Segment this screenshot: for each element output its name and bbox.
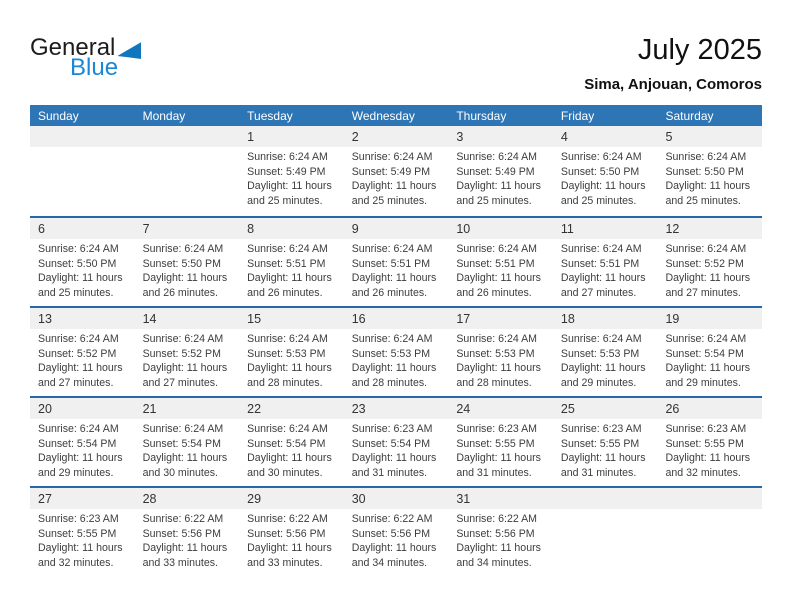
- day-detail-line: Daylight: 11 hours: [665, 180, 751, 193]
- day-cell-20: [30, 398, 135, 486]
- day-number: 17: [456, 311, 471, 326]
- day-details: [657, 239, 762, 300]
- day-cell-2: [344, 126, 449, 216]
- weekday-header-sunday: Sunday: [38, 108, 79, 123]
- day-cell-17: [448, 308, 553, 396]
- day-number: 27: [38, 491, 52, 506]
- day-cell-11: [553, 218, 658, 306]
- day-cell-16: [344, 308, 449, 396]
- day-number: 31: [456, 491, 471, 506]
- day-detail-line: Sunset: 5:53 PM: [560, 347, 640, 360]
- day-cell-28: [135, 488, 240, 576]
- day-detail-line: and 32 minutes.: [38, 556, 114, 569]
- day-cell-13: [30, 308, 135, 396]
- day-detail-line: Sunrise: 6:24 AM: [38, 423, 119, 435]
- day-number-strip: [30, 126, 135, 147]
- day-detail-line: Sunrise: 6:24 AM: [560, 333, 642, 345]
- day-number-strip: [30, 308, 135, 329]
- day-number-strip: [448, 398, 553, 419]
- day-detail-line: and 31 minutes.: [560, 466, 637, 479]
- day-detail-line: and 31 minutes.: [351, 466, 428, 479]
- day-detail-line: Daylight: 11 hours: [456, 542, 541, 555]
- day-detail-line: Daylight: 11 hours: [560, 272, 646, 285]
- day-number-strip: [657, 308, 762, 329]
- day-cell-7: [135, 218, 240, 306]
- day-detail-line: Sunset: 5:52 PM: [142, 347, 221, 360]
- day-details: [30, 239, 135, 300]
- day-number: 13: [38, 311, 52, 326]
- day-detail-line: Sunrise: 6:22 AM: [142, 513, 224, 525]
- day-details: [239, 419, 344, 480]
- day-number-strip: [135, 218, 240, 239]
- day-details: [135, 147, 240, 150]
- day-number-strip: [448, 308, 553, 329]
- day-number-strip: [448, 218, 553, 239]
- day-details: [30, 509, 135, 570]
- day-cell-15: [239, 308, 344, 396]
- day-details: [448, 239, 553, 300]
- day-detail-line: and 27 minutes.: [38, 376, 114, 389]
- day-detail-line: Sunset: 5:51 PM: [560, 257, 640, 270]
- day-detail-line: Sunset: 5:55 PM: [560, 437, 640, 450]
- week-row: [30, 306, 762, 396]
- day-detail-line: Sunrise: 6:23 AM: [351, 423, 433, 435]
- day-cell-31: [448, 488, 553, 576]
- day-number-strip: [135, 308, 240, 329]
- day-detail-line: Sunrise: 6:24 AM: [665, 243, 747, 255]
- day-number-strip: [657, 488, 762, 509]
- day-detail-line: Sunset: 5:49 PM: [456, 165, 535, 178]
- day-number: 5: [665, 129, 673, 144]
- day-number-strip: [553, 218, 658, 239]
- page-title: July 2025: [637, 34, 762, 66]
- day-detail-line: and 26 minutes.: [456, 286, 532, 299]
- day-details: [135, 419, 240, 480]
- day-detail-line: Daylight: 11 hours: [247, 542, 332, 555]
- day-detail-line: Sunset: 5:52 PM: [38, 347, 117, 360]
- day-number-strip: [657, 126, 762, 147]
- day-cell-empty: [553, 488, 658, 576]
- day-detail-line: and 34 minutes.: [456, 556, 532, 569]
- day-detail-line: Sunset: 5:51 PM: [247, 257, 326, 270]
- day-detail-line: Sunset: 5:56 PM: [142, 527, 221, 540]
- day-number: 16: [351, 311, 366, 326]
- weeks-container: [30, 126, 762, 576]
- day-number: 9: [351, 221, 359, 236]
- day-detail-line: Daylight: 11 hours: [665, 362, 751, 375]
- day-detail-line: Sunrise: 6:24 AM: [665, 333, 747, 345]
- day-detail-line: and 25 minutes.: [665, 194, 741, 207]
- logo-text-general: General: [30, 34, 116, 61]
- day-detail-line: Sunset: 5:56 PM: [351, 527, 431, 540]
- day-detail-line: Sunrise: 6:24 AM: [247, 423, 328, 435]
- day-details: [657, 509, 762, 512]
- day-cell-24: [448, 398, 553, 486]
- day-details: [657, 329, 762, 390]
- day-detail-line: Daylight: 11 hours: [351, 542, 437, 555]
- day-detail-line: Sunrise: 6:23 AM: [456, 423, 537, 435]
- day-detail-line: and 25 minutes.: [351, 194, 428, 207]
- day-number: 23: [351, 401, 366, 416]
- day-detail-line: Sunrise: 6:22 AM: [456, 513, 537, 525]
- day-number: 22: [247, 401, 262, 416]
- day-detail-line: Daylight: 11 hours: [351, 362, 437, 375]
- day-detail-line: and 26 minutes.: [247, 286, 323, 299]
- day-detail-line: and 27 minutes.: [665, 286, 741, 299]
- day-number: 19: [665, 311, 680, 326]
- day-detail-line: Sunset: 5:54 PM: [142, 437, 221, 450]
- day-cell-25: [553, 398, 658, 486]
- day-detail-line: and 28 minutes.: [351, 376, 428, 389]
- weekday-header-saturday: Saturday: [665, 108, 714, 123]
- day-details: [30, 329, 135, 390]
- day-cell-1: [239, 126, 344, 216]
- day-number-strip: [239, 126, 344, 147]
- day-details: [239, 509, 344, 570]
- day-detail-line: Sunrise: 6:22 AM: [247, 513, 328, 525]
- day-detail-line: and 32 minutes.: [665, 466, 741, 479]
- day-detail-line: and 31 minutes.: [456, 466, 532, 479]
- day-details: [553, 329, 658, 390]
- day-number-strip: [30, 218, 135, 239]
- day-number-strip: [657, 218, 762, 239]
- day-cell-27: [30, 488, 135, 576]
- day-number: 8: [247, 221, 255, 236]
- day-detail-line: Sunset: 5:56 PM: [247, 527, 326, 540]
- day-detail-line: Sunrise: 6:24 AM: [456, 333, 537, 345]
- day-number-strip: [553, 488, 658, 509]
- day-detail-line: Sunset: 5:50 PM: [38, 257, 117, 270]
- day-details: [30, 419, 135, 480]
- day-number: 28: [142, 491, 157, 506]
- day-cell-19: [657, 308, 762, 396]
- day-detail-line: and 33 minutes.: [142, 556, 218, 569]
- day-detail-line: Daylight: 11 hours: [247, 452, 332, 465]
- day-cell-21: [135, 398, 240, 486]
- day-detail-line: Sunrise: 6:24 AM: [142, 333, 224, 345]
- day-details: [344, 329, 449, 390]
- day-details: [239, 329, 344, 390]
- day-detail-line: Sunrise: 6:24 AM: [560, 151, 642, 163]
- day-number: 21: [142, 401, 157, 416]
- day-detail-line: and 29 minutes.: [38, 466, 114, 479]
- day-cell-26: [657, 398, 762, 486]
- day-details: [135, 509, 240, 570]
- day-detail-line: Daylight: 11 hours: [142, 452, 228, 465]
- day-detail-line: Daylight: 11 hours: [142, 542, 228, 555]
- day-detail-line: Daylight: 11 hours: [456, 272, 541, 285]
- day-cell-5: [657, 126, 762, 216]
- weekday-header-monday: Monday: [142, 108, 186, 123]
- day-details: [344, 509, 449, 570]
- day-detail-line: Sunset: 5:52 PM: [665, 257, 744, 270]
- day-number-strip: [30, 488, 135, 509]
- day-detail-line: Sunrise: 6:24 AM: [456, 243, 537, 255]
- day-detail-line: Sunset: 5:50 PM: [560, 165, 640, 178]
- day-detail-line: Sunset: 5:55 PM: [38, 527, 117, 540]
- day-detail-line: Sunrise: 6:23 AM: [560, 423, 642, 435]
- day-detail-line: Sunset: 5:54 PM: [665, 347, 744, 360]
- week-row: [30, 216, 762, 306]
- day-detail-line: Sunrise: 6:24 AM: [142, 243, 224, 255]
- day-detail-line: Sunset: 5:50 PM: [665, 165, 744, 178]
- logo-text-blue: Blue: [70, 54, 119, 81]
- day-number-strip: [448, 488, 553, 509]
- day-number-strip: [553, 398, 658, 419]
- day-details: [657, 147, 762, 208]
- day-detail-line: Sunrise: 6:24 AM: [38, 243, 119, 255]
- day-detail-line: and 29 minutes.: [560, 376, 637, 389]
- day-detail-line: Daylight: 11 hours: [142, 272, 228, 285]
- day-detail-line: and 25 minutes.: [560, 194, 637, 207]
- day-number: 6: [38, 221, 45, 236]
- day-cell-empty: [657, 488, 762, 576]
- day-detail-line: and 28 minutes.: [247, 376, 323, 389]
- day-detail-line: and 27 minutes.: [142, 376, 218, 389]
- day-number: 29: [247, 491, 262, 506]
- day-detail-line: Daylight: 11 hours: [560, 362, 646, 375]
- weekday-header-tuesday: Tuesday: [247, 108, 293, 123]
- day-number-strip: [135, 126, 240, 147]
- day-detail-line: Sunset: 5:51 PM: [351, 257, 431, 270]
- day-detail-line: Daylight: 11 hours: [560, 452, 646, 465]
- day-cell-3: [448, 126, 553, 216]
- day-number-strip: [448, 126, 553, 147]
- day-number: 26: [665, 401, 680, 416]
- day-detail-line: Sunset: 5:54 PM: [247, 437, 326, 450]
- day-detail-line: and 34 minutes.: [351, 556, 428, 569]
- day-number-strip: [239, 218, 344, 239]
- day-details: [344, 419, 449, 480]
- day-detail-line: Sunrise: 6:24 AM: [38, 333, 119, 345]
- day-detail-line: Daylight: 11 hours: [560, 180, 646, 193]
- day-detail-line: Sunrise: 6:24 AM: [351, 333, 433, 345]
- day-detail-line: and 26 minutes.: [142, 286, 218, 299]
- day-cell-9: [344, 218, 449, 306]
- day-detail-line: Sunrise: 6:23 AM: [38, 513, 119, 525]
- month-calendar: [30, 105, 762, 576]
- day-details: [30, 147, 135, 150]
- day-cell-14: [135, 308, 240, 396]
- day-detail-line: and 26 minutes.: [351, 286, 428, 299]
- day-number: 12: [665, 221, 680, 236]
- day-cell-23: [344, 398, 449, 486]
- day-detail-line: and 30 minutes.: [142, 466, 218, 479]
- day-detail-line: Sunrise: 6:24 AM: [665, 151, 747, 163]
- day-detail-line: Sunset: 5:53 PM: [247, 347, 326, 360]
- week-row: [30, 126, 762, 216]
- day-detail-line: Sunrise: 6:24 AM: [560, 243, 642, 255]
- day-cell-6: [30, 218, 135, 306]
- day-number: 2: [351, 129, 359, 144]
- day-number-strip: [30, 398, 135, 419]
- week-row: [30, 396, 762, 486]
- day-detail-line: Daylight: 11 hours: [38, 542, 123, 555]
- day-number: 1: [247, 129, 255, 144]
- day-details: [657, 419, 762, 480]
- day-detail-line: and 28 minutes.: [456, 376, 532, 389]
- day-cell-empty: [135, 126, 240, 216]
- day-detail-line: Daylight: 11 hours: [38, 362, 123, 375]
- weekday-header-row: [30, 105, 762, 126]
- day-number: 10: [456, 221, 471, 236]
- day-detail-line: Daylight: 11 hours: [456, 362, 541, 375]
- day-detail-line: Daylight: 11 hours: [247, 272, 332, 285]
- day-details: [135, 329, 240, 390]
- day-detail-line: Daylight: 11 hours: [665, 272, 751, 285]
- day-cell-10: [448, 218, 553, 306]
- day-detail-line: Sunrise: 6:24 AM: [247, 151, 328, 163]
- day-number: 4: [560, 129, 568, 144]
- day-details: [448, 509, 553, 570]
- day-detail-line: Sunset: 5:49 PM: [247, 165, 326, 178]
- day-detail-line: Sunrise: 6:24 AM: [142, 423, 224, 435]
- day-detail-line: Sunset: 5:56 PM: [456, 527, 535, 540]
- day-cell-18: [553, 308, 658, 396]
- day-number-strip: [239, 308, 344, 329]
- day-number-strip: [344, 398, 449, 419]
- day-number: 18: [560, 311, 575, 326]
- day-detail-line: Sunset: 5:55 PM: [456, 437, 535, 450]
- day-number: 30: [351, 491, 366, 506]
- day-detail-line: and 25 minutes.: [456, 194, 532, 207]
- day-detail-line: Daylight: 11 hours: [665, 452, 751, 465]
- day-detail-line: Sunset: 5:51 PM: [456, 257, 535, 270]
- day-number-strip: [344, 126, 449, 147]
- day-number: 20: [38, 401, 52, 416]
- day-details: [553, 509, 658, 512]
- day-detail-line: Daylight: 11 hours: [38, 452, 123, 465]
- day-detail-line: Sunrise: 6:24 AM: [247, 333, 328, 345]
- day-cell-30: [344, 488, 449, 576]
- day-detail-line: Daylight: 11 hours: [351, 272, 437, 285]
- day-detail-line: Daylight: 11 hours: [247, 362, 332, 375]
- day-detail-line: Sunset: 5:54 PM: [351, 437, 431, 450]
- weekday-header-thursday: Thursday: [456, 108, 507, 123]
- day-detail-line: and 30 minutes.: [247, 466, 323, 479]
- day-number: 7: [142, 221, 150, 236]
- weekday-header-wednesday: Wednesday: [351, 108, 415, 123]
- day-number-strip: [657, 398, 762, 419]
- day-detail-line: Sunrise: 6:24 AM: [247, 243, 328, 255]
- day-number: 14: [142, 311, 157, 326]
- location-subtitle: Sima, Anjouan, Comoros: [584, 76, 762, 93]
- day-cell-4: [553, 126, 658, 216]
- day-details: [448, 419, 553, 480]
- day-number-strip: [344, 488, 449, 509]
- week-row: [30, 486, 762, 576]
- day-detail-line: Daylight: 11 hours: [351, 180, 437, 193]
- day-number-strip: [135, 488, 240, 509]
- day-details: [553, 239, 658, 300]
- day-number-strip: [135, 398, 240, 419]
- weekday-header-friday: Friday: [560, 108, 595, 123]
- day-detail-line: Sunset: 5:49 PM: [351, 165, 431, 178]
- day-detail-line: Sunrise: 6:22 AM: [351, 513, 433, 525]
- day-number: 3: [456, 129, 464, 144]
- day-detail-line: Sunset: 5:53 PM: [351, 347, 431, 360]
- day-cell-8: [239, 218, 344, 306]
- day-detail-line: Sunrise: 6:24 AM: [351, 243, 433, 255]
- day-number: 15: [247, 311, 262, 326]
- day-detail-line: Sunset: 5:50 PM: [142, 257, 221, 270]
- day-detail-line: and 33 minutes.: [247, 556, 323, 569]
- day-detail-line: Daylight: 11 hours: [38, 272, 123, 285]
- day-detail-line: Daylight: 11 hours: [456, 452, 541, 465]
- day-details: [135, 239, 240, 300]
- day-detail-line: Sunrise: 6:23 AM: [665, 423, 747, 435]
- general-blue-logo: [30, 36, 141, 80]
- page-header: [30, 28, 762, 98]
- day-detail-line: Sunset: 5:55 PM: [665, 437, 744, 450]
- day-details: [553, 147, 658, 208]
- day-number-strip: [553, 308, 658, 329]
- day-detail-line: Daylight: 11 hours: [142, 362, 228, 375]
- day-detail-line: and 27 minutes.: [560, 286, 637, 299]
- day-detail-line: Daylight: 11 hours: [247, 180, 332, 193]
- day-detail-line: Daylight: 11 hours: [351, 452, 437, 465]
- day-number: 24: [456, 401, 471, 416]
- day-details: [553, 419, 658, 480]
- day-detail-line: Daylight: 11 hours: [456, 180, 541, 193]
- day-details: [344, 239, 449, 300]
- day-detail-line: and 25 minutes.: [247, 194, 323, 207]
- day-detail-line: Sunset: 5:54 PM: [38, 437, 117, 450]
- day-details: [448, 329, 553, 390]
- day-cell-empty: [30, 126, 135, 216]
- day-number: 11: [560, 221, 574, 236]
- day-details: [239, 147, 344, 208]
- day-cell-22: [239, 398, 344, 486]
- day-cell-29: [239, 488, 344, 576]
- day-number-strip: [344, 218, 449, 239]
- day-number-strip: [239, 488, 344, 509]
- day-number-strip: [553, 126, 658, 147]
- day-detail-line: Sunrise: 6:24 AM: [456, 151, 537, 163]
- day-detail-line: and 29 minutes.: [665, 376, 741, 389]
- day-detail-line: Sunrise: 6:24 AM: [351, 151, 433, 163]
- day-number-strip: [344, 308, 449, 329]
- day-detail-line: Sunset: 5:53 PM: [456, 347, 535, 360]
- day-detail-line: and 25 minutes.: [38, 286, 114, 299]
- day-number: 25: [560, 401, 575, 416]
- day-details: [448, 147, 553, 208]
- day-details: [239, 239, 344, 300]
- day-details: [344, 147, 449, 208]
- day-number-strip: [239, 398, 344, 419]
- day-cell-12: [657, 218, 762, 306]
